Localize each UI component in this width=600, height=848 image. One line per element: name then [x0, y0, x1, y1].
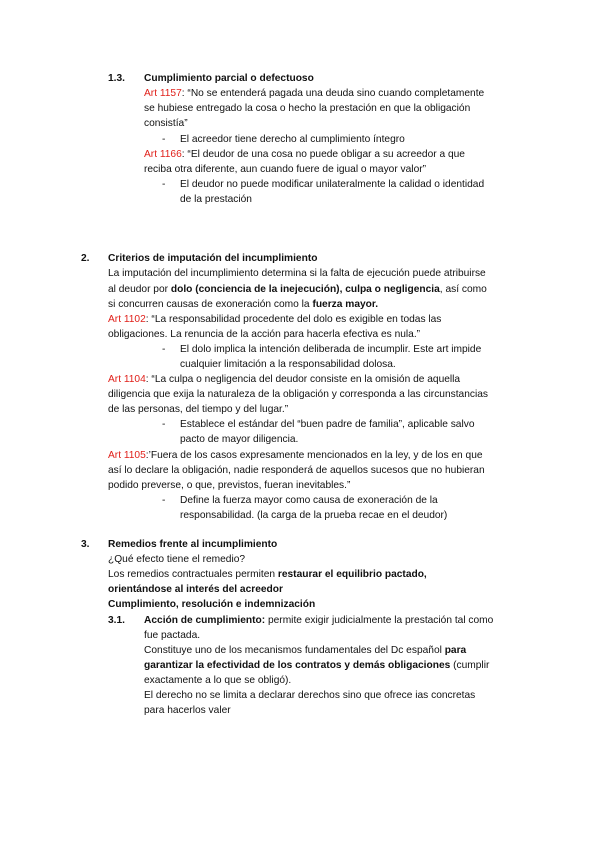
section-number: 3. [81, 539, 90, 550]
section-number: 1.3. [108, 73, 125, 84]
bullet-text: de la prestación [180, 194, 252, 205]
paragraph-line: La imputación del incumplimiento determina si la falta de ejecución puede atribuirse [108, 268, 486, 279]
section-title: Cumplimiento parcial o defectuoso [144, 73, 314, 84]
bullet-dash: - [162, 344, 166, 355]
subsection-line: El derecho no se limita a declarar derechos sino que ofrece ias concretas [144, 690, 476, 701]
bullet-text: El deudor no puede modificar unilateralmente la calidad o identidad [180, 179, 485, 190]
question-line: ¿Qué efecto tiene el remedio? [108, 554, 246, 565]
subsection-line: exactamente a lo que se obligó). [144, 675, 292, 686]
article-1157-line1: Art 1157: “No se entenderá pagada una deuda sino cuando completamente [144, 88, 485, 99]
remedies-list: Cumplimiento, resolución e indemnización [108, 599, 316, 610]
bullet-text: pacto de mayor diligencia. [180, 434, 299, 445]
article-1102-line1: Art 1102: “La responsabilidad procedente del dolo es exigible en todas las [108, 314, 442, 325]
article-reference: Art 1157 [144, 88, 182, 99]
section-title: Criterios de imputación del incumplimiento [108, 253, 318, 264]
section-number: 2. [81, 253, 90, 264]
article-1104-line3: de las personas, del tiempo y del lugar.” [108, 404, 289, 415]
bullet-text: El acreedor tiene derecho al cumplimiento íntegro [180, 134, 405, 145]
bullet-text: Define la fuerza mayor como causa de exoneración de la [180, 495, 438, 506]
article-1157-line2: se hubiese entregado la cosa o hecho la prestación en que la obligación [144, 103, 471, 114]
paragraph-line: al deudor por dolo (conciencia de la inejecución), culpa o negligencia, así como [108, 284, 487, 295]
bullet-text: El dolo implica la intención deliberada de incumplir. Este art impide [180, 344, 482, 355]
article-1105-line2: así lo declare la obligación, nadie responderá de aquellos sucesos que no hubieran [108, 465, 485, 476]
article-1157-line3: consistía” [144, 118, 188, 129]
article-reference: Art 1105 [108, 450, 146, 461]
subsection-line: fue pactada. [144, 630, 201, 641]
article-1104-line1: Art 1104: “La culpa o negligencia del deudor consiste en la omisión de aquella [108, 374, 461, 385]
subsection-line: garantizar la efectividad de los contratos y demás obligaciones (cumplir [144, 660, 490, 671]
subsection-line: Constituye uno de los mecanismos fundamentales del Dc español para [144, 645, 467, 656]
paragraph-line: Los remedios contractuales permiten restaurar el equilibrio pactado, [108, 569, 427, 580]
article-1105-line1: Art 1105:’Fuera de los casos expresamente mencionados en la ley, y de los en que [108, 450, 483, 461]
section-title: Remedios frente al incumplimiento [108, 539, 278, 550]
bullet-dash: - [162, 495, 166, 506]
subsection-line: Acción de cumplimiento: permite exigir judicialmente la prestación tal como [144, 615, 494, 626]
subsection-line: para hacerlos valer [144, 705, 231, 716]
bullet-text: cualquier limitación a la responsabilidad dolosa. [180, 359, 396, 370]
article-1166-line2: reciba otra diferente, aun cuando fuere de igual o mayor valor” [144, 164, 427, 175]
bullet-dash: - [162, 419, 166, 430]
subsection-number: 3.1. [108, 615, 125, 626]
article-reference: Art 1102 [108, 314, 146, 325]
article-reference: Art 1166 [144, 149, 182, 160]
paragraph-line: si concurren causas de exoneración como la fuerza mayor. [108, 299, 379, 310]
bullet-text: responsabilidad. (la carga de la prueba recae en el deudor) [180, 510, 448, 521]
article-1102-line2: obligaciones. La renuncia de la acción para hacerla efectiva es nula.” [108, 329, 421, 340]
article-1104-line2: diligencia que exija la naturaleza de la obligación y corresponda a las circunstancias [108, 389, 488, 400]
paragraph-line: orientándose al interés del acreedor [108, 584, 283, 595]
bullet-dash: - [162, 179, 166, 190]
article-reference: Art 1104 [108, 374, 146, 385]
article-1166-line1: Art 1166: “El deudor de una cosa no puede obligar a su acreedor a que [144, 149, 465, 160]
bullet-text: Establece el estándar del “buen padre de familia”, aplicable salvo [180, 419, 475, 430]
article-1105-line3: podido preverse, o que, previstos, fueran inevitables.” [108, 480, 351, 491]
bullet-dash: - [162, 134, 166, 145]
